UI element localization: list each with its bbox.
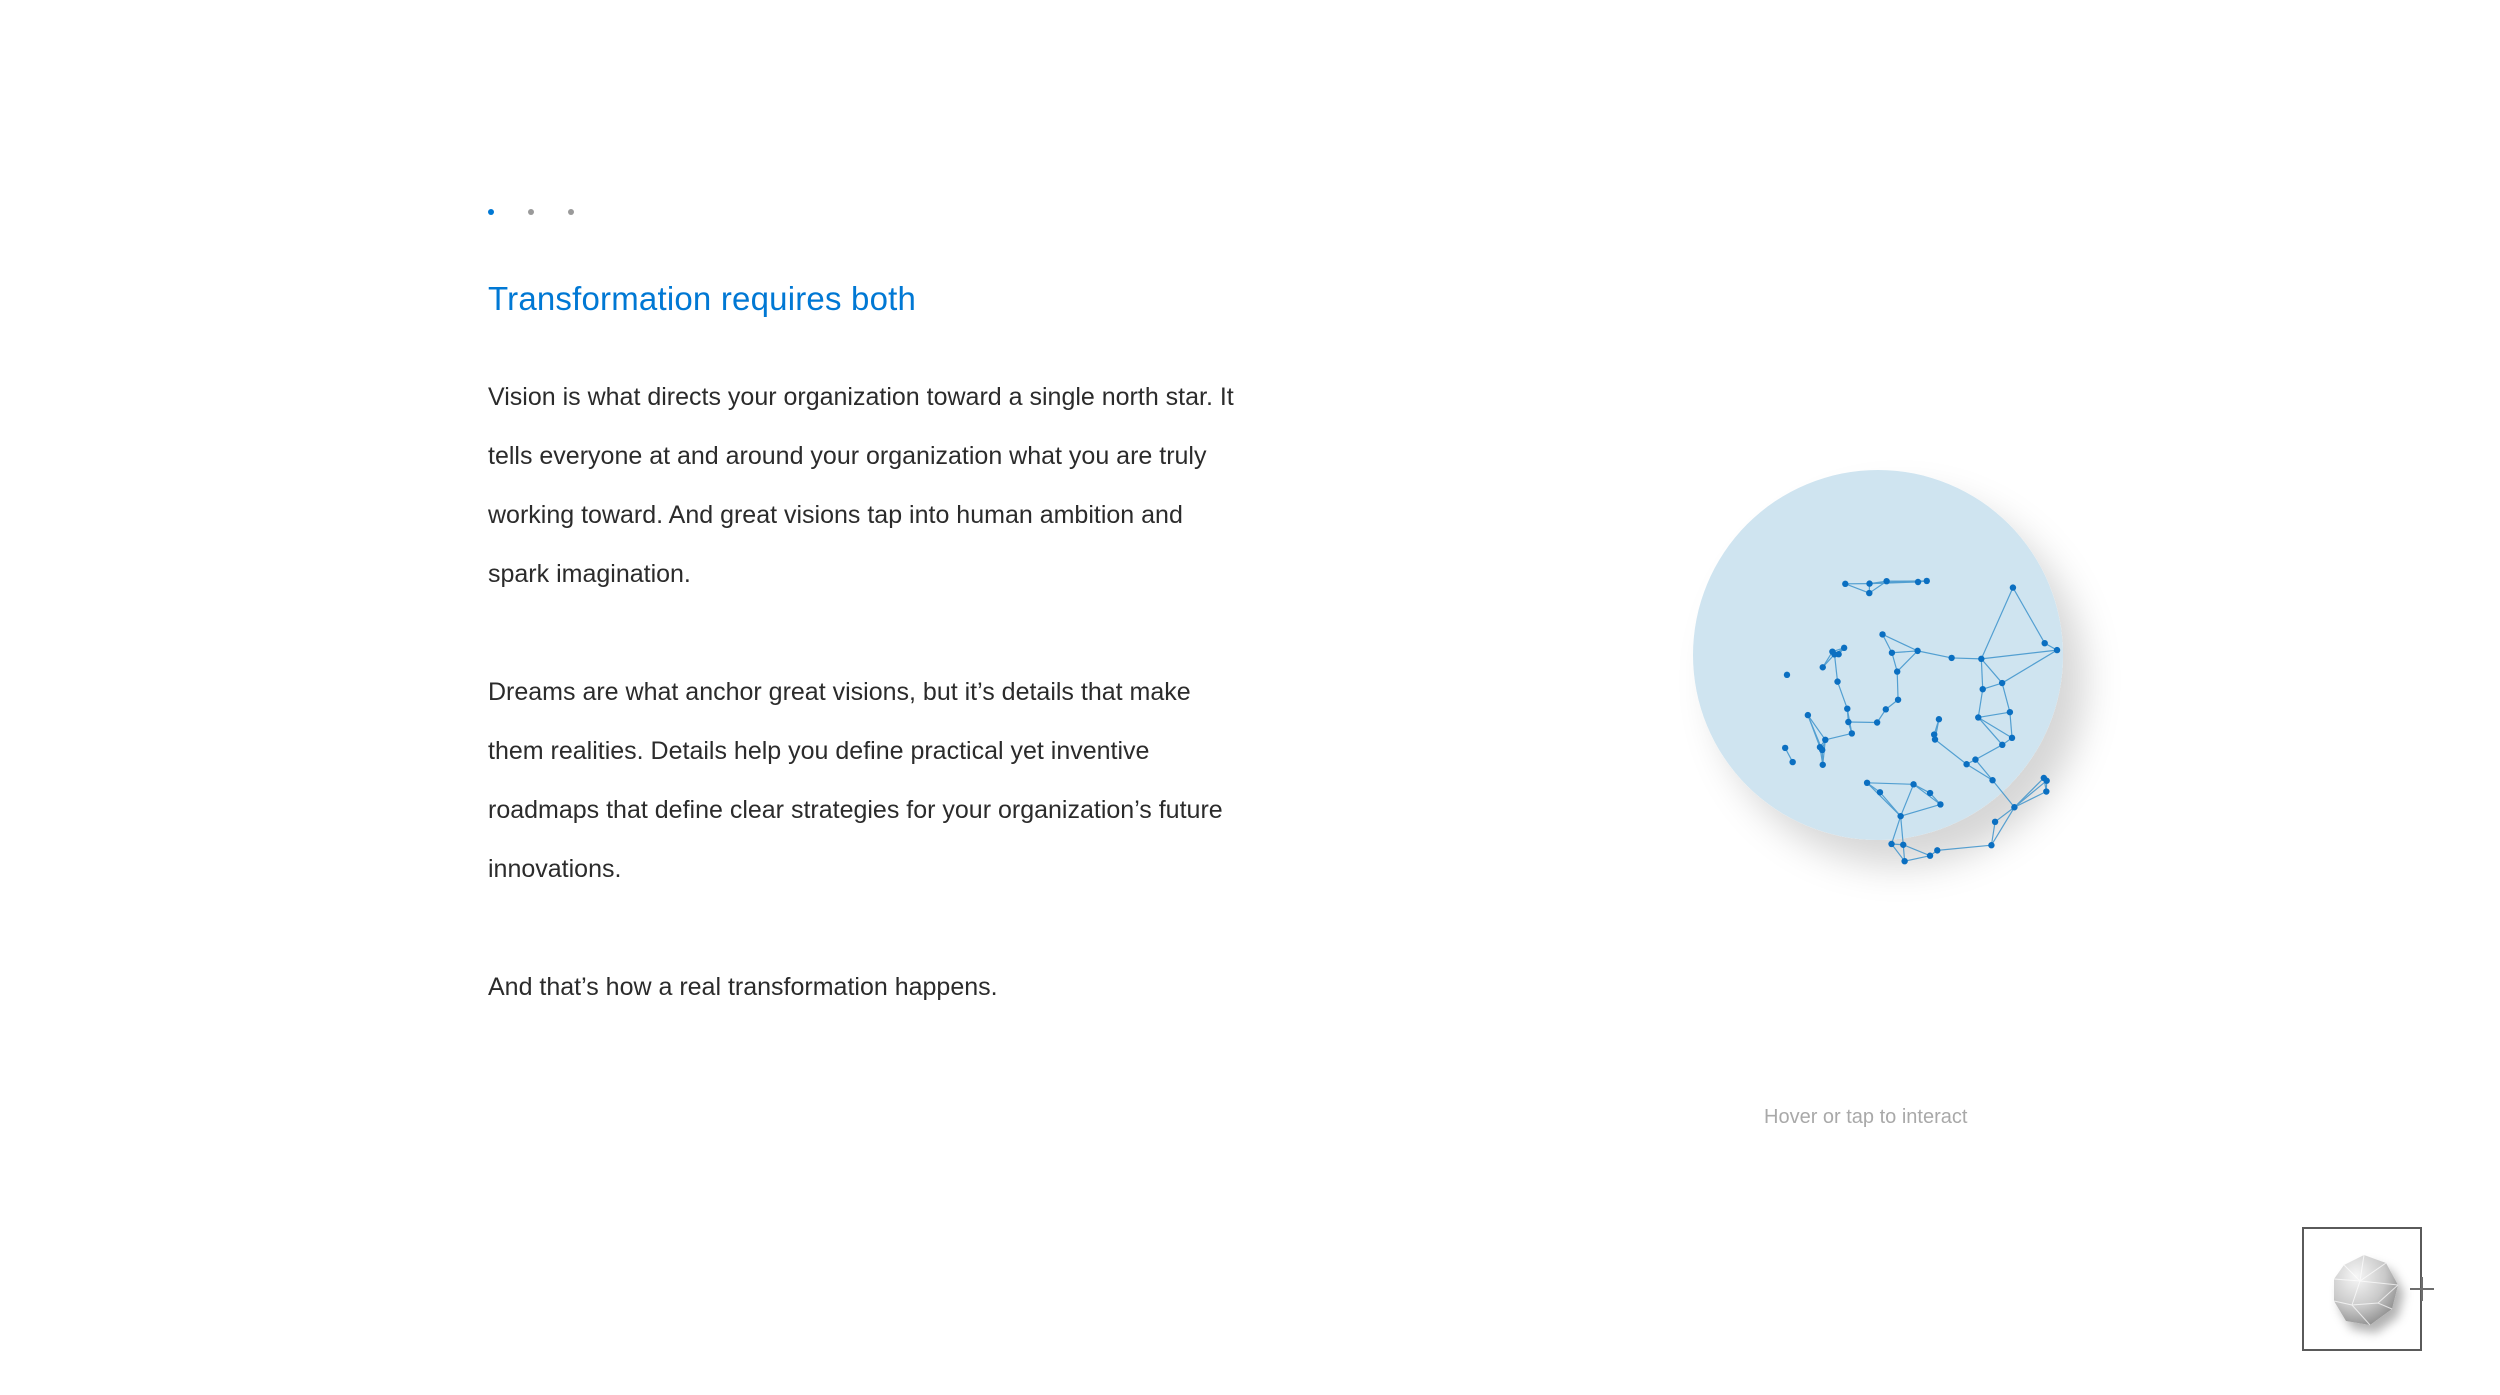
network-node xyxy=(2009,735,2015,741)
network-node xyxy=(1999,742,2005,748)
paragraph-vision: Vision is what directs your organization toward a single north star. It tells everyone at and around your organization what you are truly working toward. And great visions tap into human ambition and spark imagination. xyxy=(488,383,1234,588)
network-node xyxy=(1866,580,1872,586)
network-link xyxy=(1905,856,1930,861)
network-node xyxy=(1805,712,1811,718)
network-node xyxy=(2007,709,2013,715)
network-node xyxy=(1844,705,1850,711)
network-node xyxy=(1931,731,1937,737)
network-link xyxy=(1903,845,1930,856)
network-node xyxy=(1866,590,1872,596)
network-node xyxy=(1784,672,1790,678)
network-node xyxy=(1895,697,1901,703)
network-node xyxy=(1924,578,1930,584)
network-node xyxy=(1914,648,1920,654)
network-link xyxy=(1995,807,2014,822)
network-node xyxy=(1927,853,1933,859)
network-node xyxy=(1879,631,1885,637)
network-node xyxy=(1883,706,1889,712)
network-node xyxy=(1988,842,1994,848)
network-node xyxy=(2010,584,2016,590)
pagination-dot-3[interactable] xyxy=(568,209,574,215)
network-node xyxy=(1992,819,1998,825)
pagination-dot-1[interactable] xyxy=(488,209,494,215)
network-node xyxy=(1829,648,1835,654)
network-node xyxy=(1820,762,1826,768)
network-node xyxy=(1989,777,1995,783)
network-node xyxy=(1782,745,1788,751)
network-node xyxy=(2043,788,2049,794)
network-node xyxy=(1789,759,1795,765)
network-node xyxy=(2054,647,2060,653)
network-node xyxy=(1822,737,1828,743)
network-link xyxy=(1848,722,1877,723)
network-node xyxy=(2041,640,2047,646)
network-node xyxy=(1936,716,1942,722)
network-node xyxy=(1897,813,1903,819)
plus-icon[interactable] xyxy=(2410,1277,2434,1301)
network-node xyxy=(1910,781,1916,787)
network-node xyxy=(1883,578,1889,584)
network-node xyxy=(1874,719,1880,725)
network-node xyxy=(1948,655,1954,661)
network-node xyxy=(2011,804,2017,810)
network-node xyxy=(1888,841,1894,847)
network-node xyxy=(1963,761,1969,767)
network-node xyxy=(1937,801,1943,807)
paragraph-transformation: And that’s how a real transformation happens. xyxy=(488,973,998,1001)
pagination-dot-2[interactable] xyxy=(528,209,534,215)
network-node xyxy=(1834,678,1840,684)
interaction-hint: Hover or tap to interact xyxy=(1764,1106,1968,1128)
network-node xyxy=(1980,686,1986,692)
network-globe-icon[interactable] xyxy=(1690,470,2090,890)
network-node xyxy=(1900,842,1906,848)
network-node xyxy=(1842,581,1848,587)
network-node xyxy=(1978,656,1984,662)
network-node xyxy=(1915,579,1921,585)
network-node xyxy=(1975,714,1981,720)
carousel-pagination xyxy=(488,209,574,215)
network-node xyxy=(2043,778,2049,784)
network-node xyxy=(1972,756,1978,762)
network-link xyxy=(1937,845,1991,850)
article-body xyxy=(488,368,1248,1076)
paragraph-dreams: Dreams are what anchor great visions, but it’s details that make them realities. Details help you define practical yet inventive roadmaps that define clear strategies for your organization’s future innovations. xyxy=(488,678,1223,883)
network-node xyxy=(1894,668,1900,674)
network-node xyxy=(1864,780,1870,786)
network-node xyxy=(1934,847,1940,853)
network-node xyxy=(1901,858,1907,864)
network-node xyxy=(1927,790,1933,796)
article-title: Transformation requires both xyxy=(488,280,917,317)
network-node xyxy=(1845,719,1851,725)
sphere-thumbnail-button[interactable] xyxy=(2302,1227,2422,1351)
network-node xyxy=(1820,664,1826,670)
network-node xyxy=(1849,730,1855,736)
network-node xyxy=(1877,789,1883,795)
network-node xyxy=(1999,680,2005,686)
network-node xyxy=(1841,645,1847,651)
network-node xyxy=(1889,650,1895,656)
network-node xyxy=(1819,747,1825,753)
polyhedron-sphere-icon xyxy=(2304,1229,2424,1353)
